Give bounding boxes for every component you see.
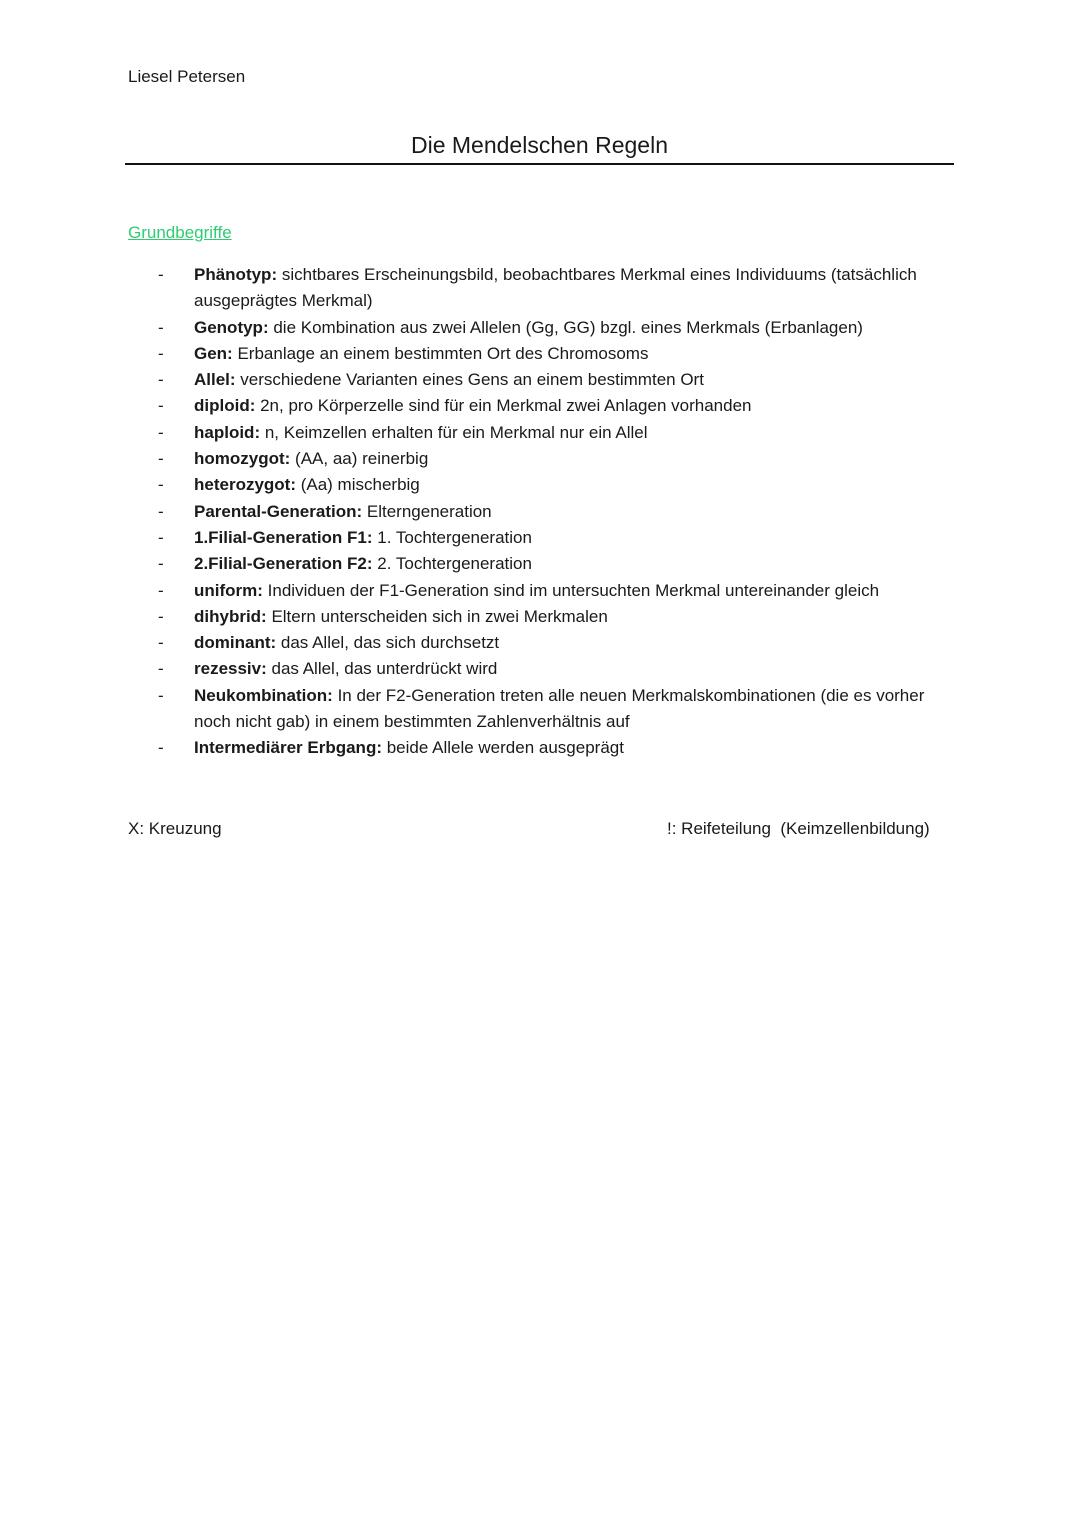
list-item: [128, 630, 958, 656]
page-title: Die Mendelschen Regeln: [411, 132, 668, 158]
bullet-dash: -: [158, 396, 164, 416]
bullet-dash: -: [158, 580, 164, 600]
bullet-dash: -: [158, 317, 164, 337]
term-definition: 2. Tochtergeneration: [372, 554, 532, 574]
bullet-dash: -: [158, 343, 164, 363]
bullet-dash: -: [158, 633, 164, 653]
term-definition: Individuen der F1-Generation sind im untersuchten Merkmal untereinander gleich: [262, 580, 880, 600]
term-label: rezessiv:: [194, 659, 267, 679]
term-label: dominant:: [194, 633, 277, 653]
term-definition: 1. Tochtergeneration: [372, 527, 532, 547]
term-label: dihybrid:: [194, 606, 267, 626]
term-label: haploid:: [194, 422, 261, 442]
list-item: [128, 551, 958, 577]
list-item: [128, 446, 958, 472]
list-item: [128, 604, 958, 630]
bullet-dash: -: [158, 449, 164, 469]
term-definition: das Allel, das unterdrückt wird: [266, 659, 498, 679]
term-label: Gen:: [194, 343, 233, 363]
legend-meiosis: !: Reifeteilung (Keimzellenbildung): [667, 819, 930, 838]
term-label: homozygot:: [194, 449, 291, 469]
term-definition: Eltern unterscheiden sich in zwei Merkmalen: [266, 606, 608, 626]
list-item: [128, 420, 958, 446]
legend-cross: X: Kreuzung: [128, 819, 222, 838]
term-label: Allel:: [194, 370, 236, 390]
bullet-dash: -: [158, 501, 164, 521]
term-definition: (Aa) mischerbig: [296, 475, 420, 495]
title-underline: [125, 163, 954, 165]
list-item: [128, 499, 958, 525]
list-item: [128, 735, 958, 761]
list-item: [128, 341, 958, 367]
term-label: 2.Filial-Generation F2:: [194, 554, 373, 574]
list-item: [128, 393, 958, 419]
list-item: [128, 578, 958, 604]
bullet-dash: -: [158, 527, 164, 547]
term-list: [128, 262, 958, 762]
bullet-dash: -: [158, 475, 164, 495]
term-label: Neukombination:: [194, 685, 333, 705]
bullet-dash: -: [158, 606, 164, 626]
list-item: [128, 525, 958, 551]
list-item: [128, 472, 958, 498]
term-definition: (AA, aa) reinerbig: [290, 449, 429, 469]
term-label: heterozygot:: [194, 475, 296, 495]
bullet-dash: -: [158, 370, 164, 390]
bullet-dash: -: [158, 738, 164, 758]
list-item: [128, 262, 958, 315]
term-definition: 2n, pro Körperzelle sind für ein Merkmal zwei Anlagen vorhanden: [255, 396, 752, 416]
term-label: Intermediärer Erbgang:: [194, 738, 382, 758]
section-heading: Grundbegriffe: [128, 223, 232, 242]
list-item: [128, 315, 958, 341]
term-definition: sichtbares Erscheinungsbild, beobachtbares Merkmal eines Individuums (tatsächlich ausgeprägtes Merkmal): [194, 265, 917, 311]
term-label: Phänotyp:: [194, 265, 278, 284]
bullet-dash: -: [158, 659, 164, 679]
bullet-dash: -: [158, 554, 164, 574]
term-definition: verschiedene Varianten eines Gens an einem bestimmten Ort: [235, 370, 704, 390]
bullet-dash: -: [158, 265, 164, 284]
bullet-dash: -: [158, 685, 164, 705]
author-name: Liesel Petersen: [128, 67, 246, 86]
term-label: Parental-Generation:: [194, 501, 363, 521]
term-definition: Erbanlage an einem bestimmten Ort des Chromosoms: [232, 343, 649, 363]
list-item: [128, 656, 958, 682]
term-definition: Elterngeneration: [362, 501, 492, 521]
term-definition: n, Keimzellen erhalten für ein Merkmal nur ein Allel: [260, 422, 648, 442]
term-label: diploid:: [194, 396, 256, 416]
term-label: 1.Filial-Generation F1:: [194, 527, 373, 547]
term-definition: die Kombination aus zwei Allelen (Gg, GG) bzgl. eines Merkmals (Erbanlagen): [268, 317, 863, 337]
term-definition: das Allel, das sich durchsetzt: [276, 633, 500, 653]
term-definition: beide Allele werden ausgeprägt: [382, 738, 624, 758]
term-definition: In der F2-Generation treten alle neuen Merkmalskombinationen (die es vorher noch nicht gab) in einem bestimmten Zahlenverhältnis auf: [194, 685, 925, 732]
bullet-dash: -: [158, 422, 164, 442]
list-item: [128, 367, 958, 393]
term-label: Genotyp:: [194, 317, 269, 337]
term-label: uniform:: [194, 580, 263, 600]
list-item: [128, 683, 958, 736]
